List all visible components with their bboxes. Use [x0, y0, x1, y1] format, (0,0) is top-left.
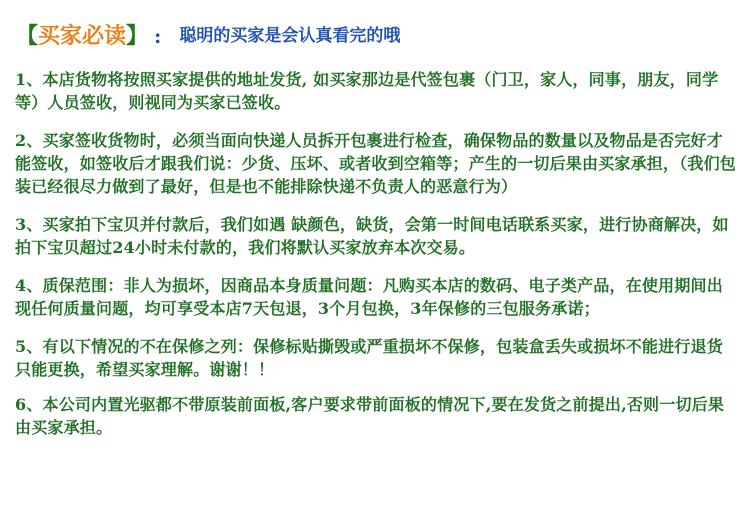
- notice-item-1: 1、本店货物将按照买家提供的地址发货, 如买家那边是代签包裹（门卫，家人，同事，朋友，同学等）人员签收，则视同为买家已签收。: [15, 70, 719, 112]
- notice-item-2: 2、买家签收货物时，必须当面向快递人员拆开包裹进行检查，确保物品的数量以及物品是否完好才能签收，如签收后才跟我们说：少货、压坏、或者收到空箱等；产生的一切后果由买家承担，（我们包装已经很尽力做到了最好，但是也不能排除快递不负责人的恶意行为）: [15, 131, 737, 196]
- right-bracket: 】: [126, 23, 149, 49]
- notice-item-3: 3、买家拍下宝贝并付款后，我们如遇 缺颜色，缺货，会第一时间电话联系买家，进行协商解决，如拍下宝贝超过24小时未付款的，我们将默认买家放弃本次交易。: [15, 215, 729, 257]
- notice-title: 买家必读: [38, 23, 127, 49]
- notice-item-4: 4、质保范围：非人为损坏，因商品本身质量问题：凡购买本店的数码、电子类产品，在使用期间出现任何质量问题，均可享受本店7天包退，3个月包换，3年保修的三包服务承诺；: [15, 276, 723, 318]
- notice-item-6: 6、本公司内置光驱都不带原装前面板,客户要求带前面板的情况下,要在发货之前提出,否则一切后果由买家承担。: [15, 395, 725, 437]
- left-bracket: 【: [16, 23, 39, 49]
- notice-subtitle: 聪明的买家是会认真看完的哦: [179, 26, 401, 46]
- notice-items: [15, 68, 737, 451]
- notice-item-5: 5、有以下情况的不在保修之列：保修标贴撕毁或严重损坏不保修，包装盒丢失或损坏不能进行退货只能更换，希望买家理解。谢谢！！: [15, 337, 723, 379]
- notice-header: [16, 22, 400, 50]
- header-colon: :: [154, 24, 162, 48]
